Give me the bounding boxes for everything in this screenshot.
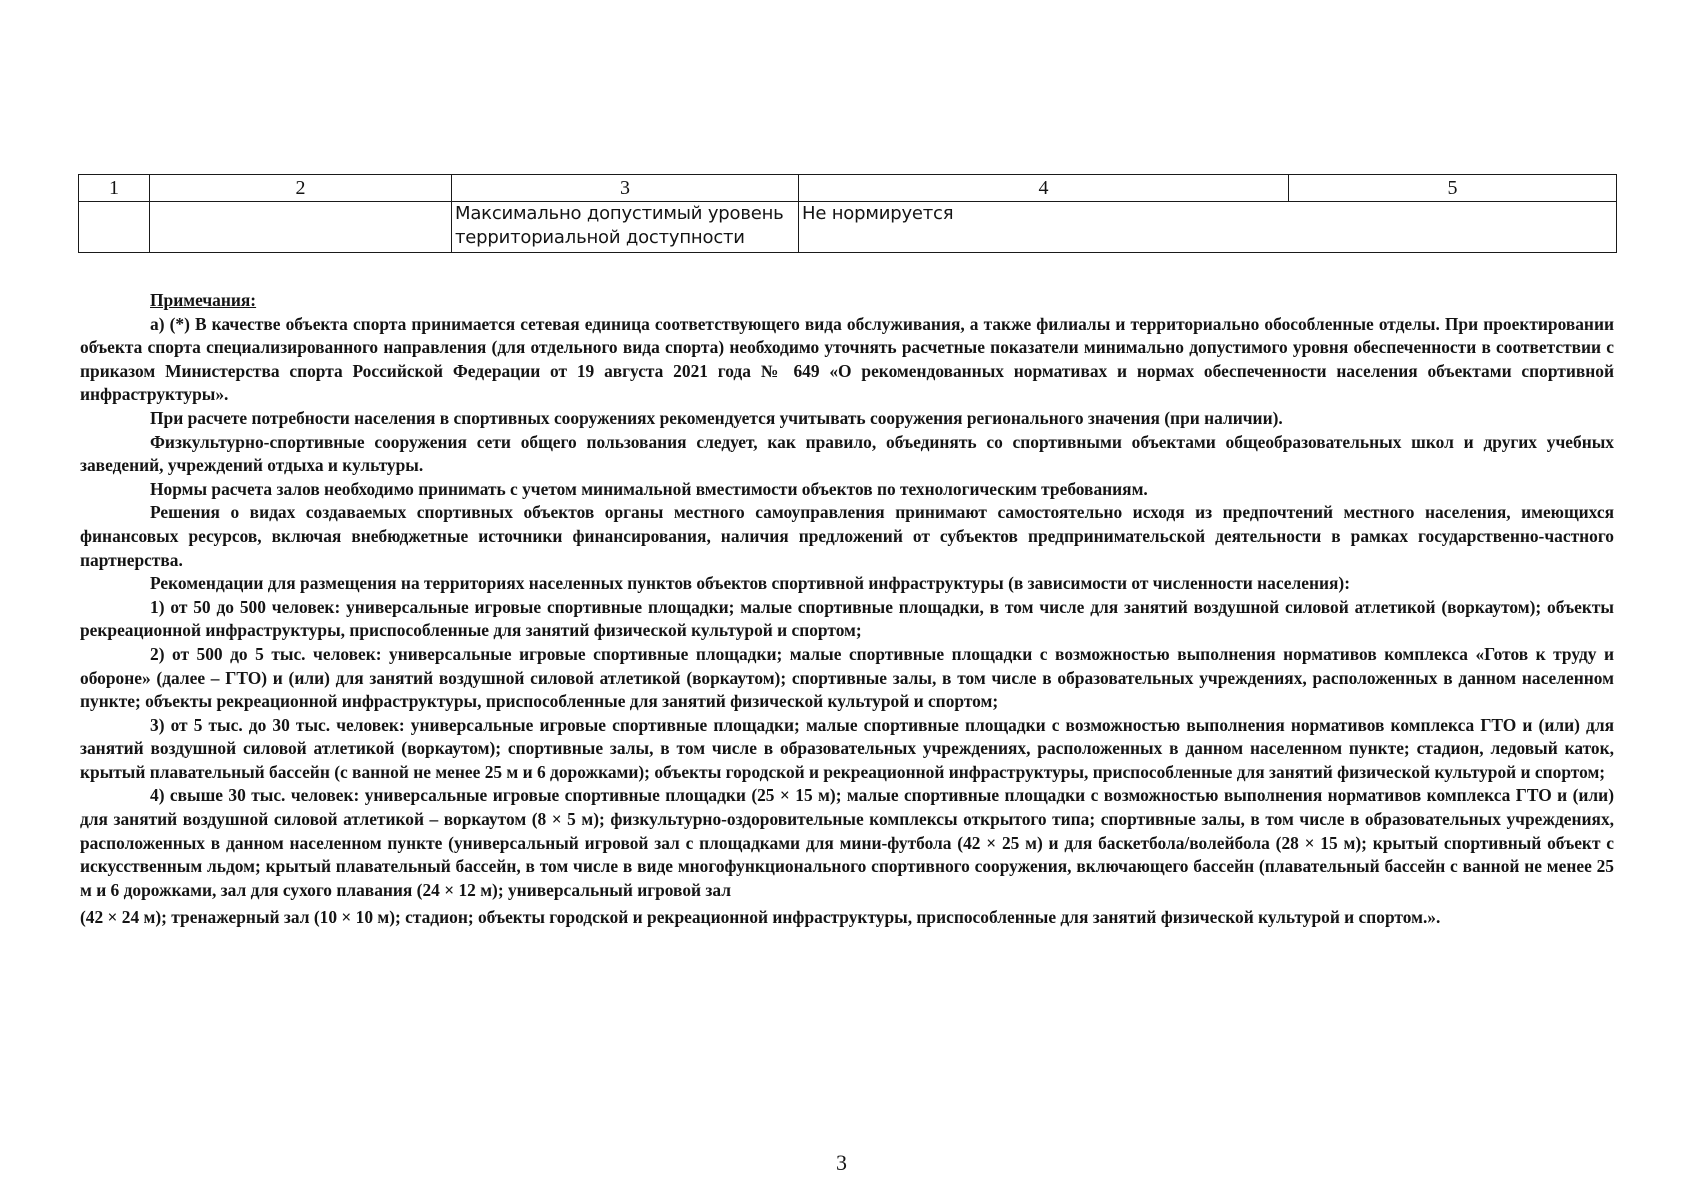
notes-paragraph: Рекомендации для размещения на территориях населенных пунктов объектов спортивной инфраструктуры (в зависимости от численности населения): [150, 573, 1351, 594]
notes-paragraph: При расчете потребности населения в спортивных сооружениях рекомендуется учитывать сооружения регионального значения (при наличии). [150, 407, 1283, 428]
notes-paragraph: а) (*) В качестве объекта спорта принимается сетевая единица соответствующего вида обслуживания, а также филиалы и территориально обособленные отделы. При проектировании объекта спорта специализированного направления (для отдельного вида спорта) необходимо уточнять расчетные показатели минимально допустимого уровня обеспеченности в соответствии с приказом Министерства спорта Российской Федерации от 19 августа 2021 года № 649 «О рекомендованных нормативах и нормах обеспеченности населения объектами спортивной инфраструктуры». [80, 313, 1614, 405]
notes-paragraph: 3) от 5 тыс. до 30 тыс. человек: универсальные игровые спортивные площадки; малые спортивные площадки с возможностью выполнения нормативов комплекса ГТО и (или) для занятий воздушной силовой атлетикой (воркаутом); спортивные залы, в том числе в образовательных учреждениях, расположенных в данном населенном пункте; стадион, ледовый каток, крытый плавательный бассейн (с ванной не менее 25 м и 6 дорожками); объекты городской и рекреационной инфраструктуры, приспособленные для занятий физической культурой и спортом; [80, 714, 1614, 782]
table-row [79, 202, 1617, 253]
column-number-2: 2 [150, 175, 452, 202]
indicator-value-cell: Не нормируется [799, 202, 1617, 253]
notes-paragraph: Нормы расчета залов необходимо принимать с учетом минимальной вместимости объектов по технологическим требованиям. [150, 478, 1148, 499]
notes-paragraph-continuation: (42 × 24 м); тренажерный зал (10 × 10 м); стадион; объекты городской и рекреационной инфраструктуры, приспособленные для занятий физической культурой и спортом.». [80, 907, 1441, 928]
norms-table [78, 174, 1617, 253]
column-number-3: 3 [452, 175, 799, 202]
table-cell-1 [79, 202, 150, 253]
table-cell-2 [150, 202, 452, 253]
column-number-4: 4 [799, 175, 1289, 202]
notes-paragraph: Решения о видах создаваемых спортивных объектов органы местного самоуправления принимают самостоятельно исходя из предпочтений местного населения, имеющихся финансовых ресурсов, включая внебюджетные источники финансирования, наличия предложений от субъектов предпринимательской деятельности в рамках государственно-частного партнерства. [80, 502, 1614, 570]
notes-title: Примечания: [150, 290, 257, 310]
notes-paragraph: 4) свыше 30 тыс. человек: универсальные игровые спортивные площадки (25 × 15 м); малые спортивные площадки с возможностью выполнения нормативов комплекса ГТО и (или) для занятий воздушной силовой атлетикой – воркаутом (8 × 5 м); физкультурно-оздоровительные комплексы открытого типа; спортивные залы, в том числе в образовательных учреждениях, расположенных в данном населенном пункте (универсальный игровой зал с площадками для мини-футбола (42 × 25 м) и для баскетбола/волейбола (28 × 15 м); крытый спортивный объект с искусственным льдом; крытый плавательный бассейн, в том числе в виде многофункционального спортивного сооружения, включающего бассейн (плавательный бассейн с ванной не менее 25 м и 6 дорожками, зал для сухого плавания (24 × 12 м); универсальный игровой зал [80, 785, 1614, 900]
notes-paragraph: 1) от 50 до 500 человек: универсальные игровые спортивные площадки; малые спортивные площадки, в том числе для занятий воздушной силовой атлетикой (воркаутом); объекты рекреационной инфраструктуры, приспособленные для занятий физической культурой и спортом; [80, 596, 1614, 641]
notes-section [80, 289, 1614, 933]
indicator-name-cell: Максимально допустимый уровень территориальной доступности [452, 202, 799, 253]
table-header-row [79, 175, 1617, 202]
notes-paragraph: 2) от 500 до 5 тыс. человек: универсальные игровые спортивные площадки; малые спортивные площадки с возможностью выполнения нормативов комплекса «Готов к труду и обороне» (далее – ГТО) и (или) для занятий воздушной силовой атлетикой (воркаутом); спортивные залы, в том числе в образовательных учреждениях, расположенных в данном населенном пункте; объекты рекреационной инфраструктуры, приспособленные для занятий физической культурой и спортом; [80, 643, 1614, 712]
column-number-1: 1 [79, 175, 150, 202]
notes-paragraph: Физкультурно-спортивные сооружения сети общего пользования следует, как правило, объединять со спортивными объектами общеобразовательных школ и других учебных заведений, учреждений отдыха и культуры. [80, 431, 1614, 476]
page-number: 3 [836, 1150, 847, 1175]
column-number-5: 5 [1289, 175, 1617, 202]
